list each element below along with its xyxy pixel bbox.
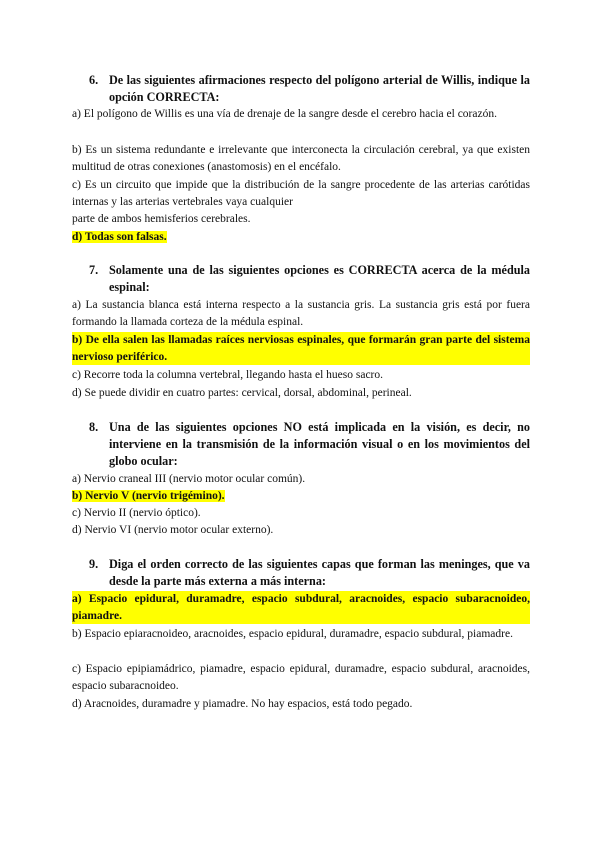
option-a: a) El polígono de Willis es una vía de drenaje de la sangre desde el cerebro hacia el corazón. [72,108,497,120]
option-b-correct: b) De ella salen las llamadas raíces nerviosas espinales, que formarán gran parte del sistema nervioso periférico. [72,332,530,365]
option-b: b) Espacio epiaracnoideo, aracnoides, espacio epidural, duramadre, espacio subdural, piamadre. [72,628,513,640]
option-a-correct: a) Espacio epidural, duramadre, espacio subdural, aracnoides, espacio subaracnoideo, piamadre. [72,591,530,624]
option-c: c) Recorre toda la columna vertebral, llegando hasta el hueso sacro. [72,369,384,381]
option-c: c) Nervio II (nervio óptico). [72,507,201,519]
question-text: Solamente una de las siguientes opciones es CORRECTA acerca de la médula espinal: [109,263,530,294]
question-6 [72,72,530,106]
option-d: d) Nervio VI (nervio motor ocular externo). [72,524,274,536]
option-a: a) Nervio craneal III (nervio motor ocular común). [72,473,306,485]
option-b-correct [72,488,530,505]
question-text: Diga el orden correcto de las siguientes capas que forman las meninges, que va desde la parte más externa a más interna: [109,557,530,588]
question-9 [72,556,530,590]
question-text: De las siguientes afirmaciones respecto del polígono arterial de Willis, indique la opción CORRECTA: [109,73,530,104]
question-7 [72,262,530,296]
question-number: 7. [89,263,99,277]
option-c-continued: parte de ambos hemisferios cerebrales. [72,213,251,225]
question-number: 8. [89,420,99,434]
question-8 [72,419,530,470]
highlighted-answer: b) Nervio V (nervio trigémino). [72,490,225,502]
option-c: c) Es un circuito que impide que la distribución de la sangre procedente de las arterias carótidas internas y las arterias vertebrales vaya cualquier [72,179,530,208]
question-number: 6. [89,73,99,87]
question-text: Una de las siguientes opciones NO está implicada en la visión, es decir, no interviene en la transmisión de la información visual o en los movimientos del globo ocular: [109,420,530,468]
option-c: c) Espacio epipiamádrico, piamadre, espacio epidural, duramadre, espacio subdural, aracnoides, espacio subaracnoideo. [72,663,530,692]
question-number: 9. [89,557,99,571]
option-a: a) La sustancia blanca está interna respecto a la sustancia gris. La sustancia gris está por fuera formando la llamada corteza de la médula espinal. [72,299,530,328]
highlighted-answer: d) Todas son falsas. [72,231,167,243]
option-d-correct [72,229,530,246]
option-d: d) Se puede dividir en cuatro partes: cervical, dorsal, abdominal, perineal. [72,387,412,399]
option-d: d) Aracnoides, duramadre y piamadre. No hay espacios, está todo pegado. [72,698,413,710]
option-b: b) Es un sistema redundante e irrelevante que interconecta la circulación cerebral, ya que existen multitud de otras conexiones (anastomosis) en el encéfalo. [72,144,530,173]
